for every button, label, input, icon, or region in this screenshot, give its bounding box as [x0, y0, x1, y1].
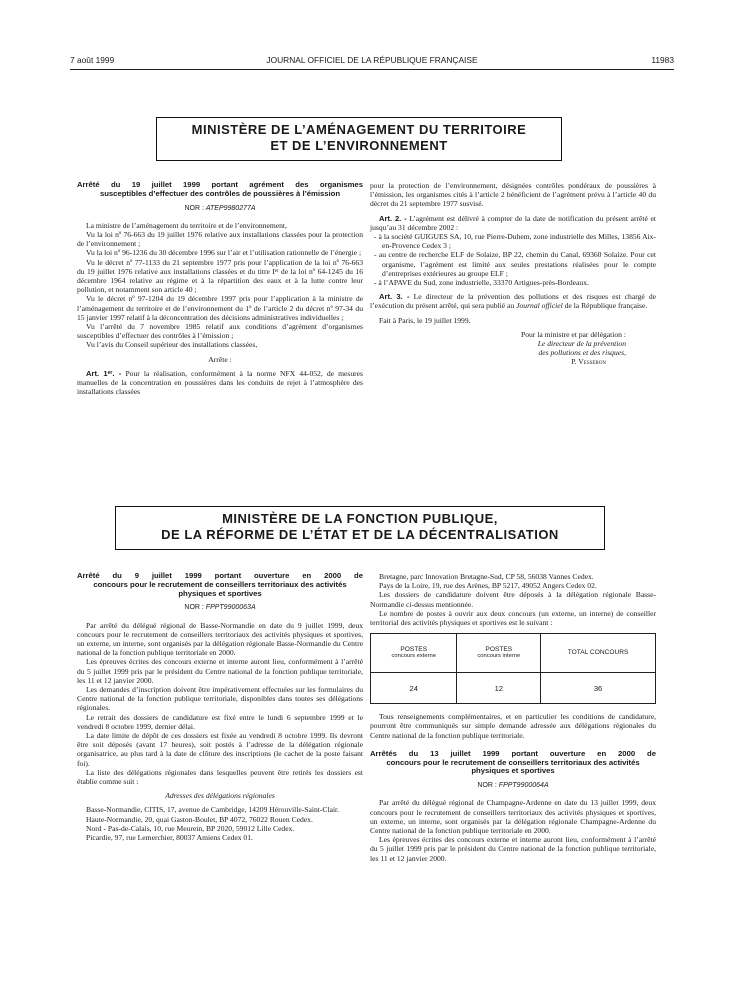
paragraph: Le nombre de postes à ouvrir aux deux concours (un externe, un interne) de conseiller territorial des activités physiques et sportives est le suivant : — [370, 608, 656, 628]
paragraph: Vu la loi nº 76-663 du 19 juillet 1976 relative aux installations classées pour la protection de l’environnement ; — [77, 230, 363, 249]
list-item: - à la société GUIGUES SA, 10, rue Pierre-Duhem, zone industrielle des Milles, 13856 Aix-en-Provence Cedex 3 ; — [374, 232, 656, 251]
paragraph: La ministre de l’aménagement du territoire et de l’environnement, — [86, 220, 287, 230]
ministry-heading-line: MINISTÈRE DE L’AMÉNAGEMENT DU TERRITOIRE — [191, 122, 527, 137]
signature-title: des pollutions et des risques, — [538, 348, 626, 358]
paragraph: Tous renseignements complémentaires, et en particulier les conditions de candidature, pourront être communiqués sur simple demande adressée aux délégations régionales du Centre national de la fonction publique territoriale. — [370, 712, 656, 740]
address-item: Basse-Normandie, CITIS, 17, avenue de Cambridge, 14209 Hérouville-Saint-Clair. — [86, 805, 340, 815]
paragraph: Vu l’arrêté du 7 novembre 1985 relatif aux conditions d’agrément d’organismes susceptibles d’effectuer des contrôles à l’émission ; — [77, 322, 363, 341]
list-item: - à l’APAVE du Sud, zone industrielle, 33370 Artigues-près-Bordeaux. — [374, 278, 589, 288]
paragraph: La liste des délégations régionales dans lesquelles peuvent être retirés les dossiers est établie comme suit : — [77, 767, 363, 787]
table-cell: 36 — [541, 673, 656, 704]
table-header-cell: POSTES concours interne — [457, 634, 541, 673]
signature-line: Pour la ministre et par délégation : — [520, 329, 626, 339]
table-cell: 12 — [457, 673, 541, 704]
paragraph: Vu l’avis du Conseil supérieur des installations classées, — [86, 340, 258, 350]
paragraph: Vu le décret nº 97-1204 du 19 décembre 1997 pris pour l’application à la ministre de l’aménagement du territoire et de l’environnement du 1º de l’article 2 du décret nº 97-34 du 15 janvier 1997 relatif à la déconcentration des décisions administratives individuelles ; — [77, 294, 363, 322]
paragraph: Les épreuves écrites des concours externe et interne auront lieu, conformément à l’arrêté du 5 juillet 1999 pris par le président du Centre national de la fonction publique territoriale, les 11 et 12 janvier 2000. — [77, 657, 363, 685]
ministry-heading-line: DE LA RÉFORME DE L’ÉTAT ET DE LA DÉCENTRALISATION — [161, 527, 559, 542]
paragraph: La date limite de dépôt de ces dossiers est fixée au vendredi 8 octobre 1999. Ils devront être soit déposés (avant 17 heures), soit postés à l’adresse de la délégation régionale organisatrice, au plus tard à la date de clôture des inscriptions (le cachet de la poste faisant foi). — [77, 731, 363, 768]
address-item: Nord - Pas-de-Calais, 10, rue Meurein, BP 2020, 59012 Lille Cedex. — [86, 823, 295, 833]
arrete-title: Arrêté du 9 juillet 1999 portant ouverture en 2000 de concours pour le recrutement de conseillers territoriaux des activités physiques et sportives — [77, 571, 363, 598]
posts-table — [370, 633, 656, 704]
address-item: Bretagne, parc Innovation Bretagne-Sud, CP 58, 56038 Vannes Cedex. — [379, 572, 594, 581]
table-row — [371, 673, 656, 704]
nor-reference: NOR : ATEP9980277A — [184, 204, 256, 212]
ministry-heading-line: ET DE L’ENVIRONNEMENT — [270, 138, 448, 153]
journal-title: JOURNAL OFFICIEL DE LA RÉPUBLIQUE FRANÇAISE — [266, 55, 478, 65]
signature-title: Le directeur de la prévention — [537, 339, 626, 349]
table-header-row — [371, 634, 656, 673]
nor-reference: NOR : FPPT9900064A — [477, 782, 549, 790]
article-1: Art. 1ᵉʳ. - Pour la réalisation, conformément à la norme NFX 44-052, de mesures manuelles de la concentration en poussières dans les conduits de rejet à l’atmosphère des installations classées — [77, 368, 363, 397]
paragraph: Par arrêté du délégué régional de Basse-Normandie en date du 9 juillet 1999, deux concours pour le recrutement de conseillers territoriaux des activités physiques et sportives, un externe, un interne, sont organisés par la délégation régionale Basse-Normandie du Centre national de la fonction publique territoriale en 2000. — [77, 620, 363, 658]
ministry-heading-fonction-publique — [115, 506, 605, 550]
arrete-title: Arrêtés du 13 juillet 1999 portant ouverture en 2000 de concours pour le recrutement de conseillers territoriaux des activités physiques et sportives — [370, 748, 656, 776]
paragraph: Le retrait des dossiers de candidature est fixé entre le lundi 6 septembre 1999 et le vendredi 8 octobre 1999, dernier délai. — [77, 712, 363, 731]
paragraph: Les demandes d’inscription doivent être impérativement effectuées sur les formulaires du Centre national de la fonction publique territoriale, disponibles dans toutes ses délégations régionales. — [77, 685, 363, 713]
column-right-bottom — [370, 572, 656, 863]
arrete-keyword: Arrête : — [208, 354, 232, 364]
paragraph: Par arrêté du délégué régional de Champagne-Ardenne en date du 13 juillet 1999, deux concours pour le recrutement de conseillers territoriaux des activités physiques et sportives, un externe, un interne, sont organisés par la délégation régionale Champagne-Ardenne du Centre national de la fonction publique territoriale en 2000. — [370, 798, 656, 836]
place-date: Fait à Paris, le 19 juillet 1999. — [379, 315, 471, 325]
addresses-heading: Adresses des délégations régionales — [165, 791, 275, 801]
article-3: Art. 3. - Le directeur de la prévention des pollutions et des risques est chargé de l’exécution du présent arrêté, qui sera publié au Journal officiel de la République française. — [370, 292, 656, 311]
page-number: 11983 — [651, 55, 674, 65]
column-left-bottom — [77, 572, 363, 842]
list-item: - au centre de recherche ELF de Solaize, BP 22, chemin du Canal, 69360 Solaize. Pour cet organisme, l’agrément est limité aux seules prestations réalisées pour le compte d’entreprises extérieures au groupe ELF ; — [374, 250, 656, 278]
paragraph: Vu la loi nº 96-1236 du 30 décembre 1996 sur l’air et l’utilisation rationnelle de l’énergie ; — [86, 248, 362, 258]
address-item: Pays de la Loire, 19, rue des Arènes, BP 5217, 49052 Angers Cedex 02. — [379, 581, 597, 591]
issue-date: 7 août 1999 — [70, 55, 115, 65]
page-header — [70, 55, 674, 70]
paragraph: Les épreuves écrites des concours externe et interne auront lieu, conformément à l’arrêté du 5 juillet 1999 pris par le président du Centre national de la fonction publique territoriale, les 11 et 12 janvier 2000. — [370, 835, 656, 863]
signatory-name: P. Vesseron — [571, 357, 606, 367]
column-right-top — [370, 181, 656, 367]
paragraph: pour la protection de l’environnement, désignées contrôles pondéraux de poussières à l’émission, les organismes cités à l’article 2 bénéficient de l’agrément prévu à l’article 40 du décret du 21 septembre 1977 susvisé. — [370, 181, 656, 209]
address-item: Haute-Normandie, 20, quai Gaston-Boulet, BP 4072, 76022 Rouen Cedex. — [86, 814, 313, 824]
nor-reference: NOR : FPPT9900063A — [184, 604, 256, 612]
article-2: Art. 2. - L’agrément est délivré à compter de la date de notification du présent arrêté et jusqu’au 31 décembre 2002 : — [370, 213, 656, 232]
address-item: Picardie, 97, rue Lemerchier, 80037 Amiens Cedex 01. — [86, 833, 253, 843]
paragraph: Vu le décret nº 77-1133 du 21 septembre 1977 pris pour l’application de la loi nº 76-663 du 19 juillet 1976 relative aux installations classées et du titre Iᵉʳ de la loi nº 64-1245 du 16 décembre 1964 relative au régime et à la répartition des eaux et à la lutte contre leur pollution, et notamment son article 40 ; — [77, 257, 363, 295]
ministry-heading-line: MINISTÈRE DE LA FONCTION PUBLIQUE, — [222, 511, 498, 526]
column-left-top — [77, 181, 363, 396]
ministry-heading-environment — [156, 117, 562, 161]
arrete-title: Arrêté du 19 juillet 1999 portant agrément des organismes susceptibles d’effectuer des contrôles de poussières à l’émission — [77, 180, 363, 198]
paragraph: Les dossiers de candidature doivent être déposés à la délégation régionale Basse-Normandie ci-dessus mentionnée. — [370, 590, 656, 609]
table-cell: 24 — [371, 673, 457, 704]
table-header-cell: TOTAL CONCOURS — [541, 634, 656, 673]
table-header-cell: POSTES concours externe — [371, 634, 457, 673]
